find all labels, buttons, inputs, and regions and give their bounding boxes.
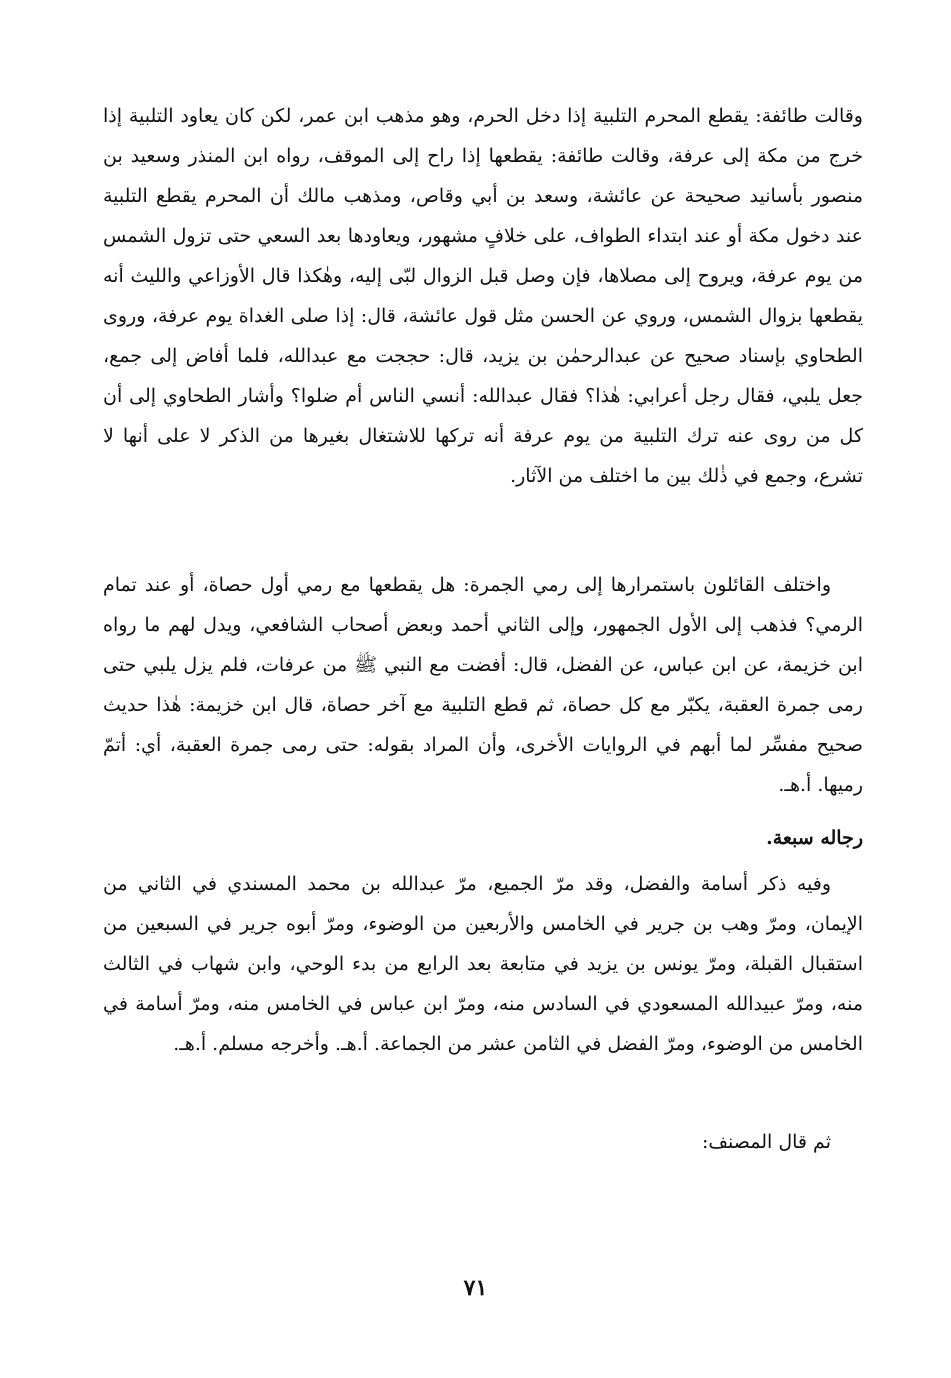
text-block-1: [103, 96, 863, 496]
text-block-2: [103, 565, 863, 805]
text-block-3: [103, 864, 863, 1064]
paragraph-2: واختلف القائلون باستمرارها إلى رمي الجمرة: هل يقطعها مع رمي أول حصاة، أو عند تمام الرمي؟ فذهب إلى الأول الجمهور، وإلى الثاني أحمد وبعض أصحاب الشافعي، ويدل لهم ما رواه ابن خزيمة، عن ابن عباس، عن الفضل، قال: أفضت مع النبي ﷺ من عرفات، فلم يزل يلبي حتى رمى جمرة العقبة، يكبّر مع كل حصاة، ثم قطع التلبية مع آخر حصاة، قال ابن خزيمة: هٰذا حديث صحيح مفسِّر لما أبهم في الروايات الأخرى، وأن المراد بقوله: حتى رمى جمرة العقبة، أي: أتمّ رميها. أ.هـ.: [103, 574, 863, 796]
section-heading: رجاله سبعة.: [766, 827, 863, 849]
page-number: ٧١: [463, 1275, 488, 1301]
paragraph-3: وفيه ذكر أسامة والفضل، وقد مرّ الجميع، مرّ عبدالله بن محمد المسندي في الثاني من الإيمان، ومرّ وهب بن جرير في الخامس والأربعين من الوضوء، ومرّ أبوه جرير في السبعين من استقبال القبلة، ومرّ يونس بن يزيد في متابعة بعد الرابع من بدء الوحي، وابن شهاب في الثالث منه، ومرّ عبيدالله المسعودي في السادس منه، ومرّ ابن عباس في الخامس منه، ومرّ أسامة في الخامس من الوضوء، ومرّ الفضل في الثامن عشر من الجماعة. أ.هـ. وأخرجه مسلم. أ.هـ.: [103, 873, 863, 1055]
closing-line: ثم قال المصنف:: [701, 1131, 831, 1153]
paragraph-1: وقالت طائفة: يقطع المحرم التلبية إذا دخل الحرم، وهو مذهب ابن عمر، لكن كان يعاود التلبية إذا خرج من مكة إلى عرفة، وقالت طائفة: يقطعها إذا راح إلى الموقف، رواه ابن المنذر وسعيد بن منصور بأسانيد صحيحة عن عائشة، وسعد بن أبي وقاص، ومذهب مالك أن المحرم يقطع التلبية عند دخول مكة أو عند ابتداء الطواف، على خلافٍ مشهور، ويعاودها بعد السعي حتى تزول الشمس من يوم عرفة، ويروح إلى مصلاها، فإن وصل قبل الزوال لبّى إليه، وهٰكذا قال الأوزاعي والليث أنه يقطعها بزوال الشمس، وروي عن الحسن مثل قول عائشة، قال: إذا صلى الغداة يوم عرفة، وروى الطحاوي بإسناد صحيح عن عبدالرحمٰن بن يزيد، قال: حججت مع عبدالله، فلما أفاض إلى جمع، جعل يلبي، فقال رجل أعرابي: هٰذا؟ فقال عبدالله: أنسي الناس أم ضلوا؟ وأشار الطحاوي إلى أن كل من روى عنه ترك التلبية من يوم عرفة أنه تركها للاشتغال بغيرها من الذكر لا على أنها لا تشرع، وجمع في ذٰلك بين ما اختلف من الآثار.: [103, 105, 863, 487]
